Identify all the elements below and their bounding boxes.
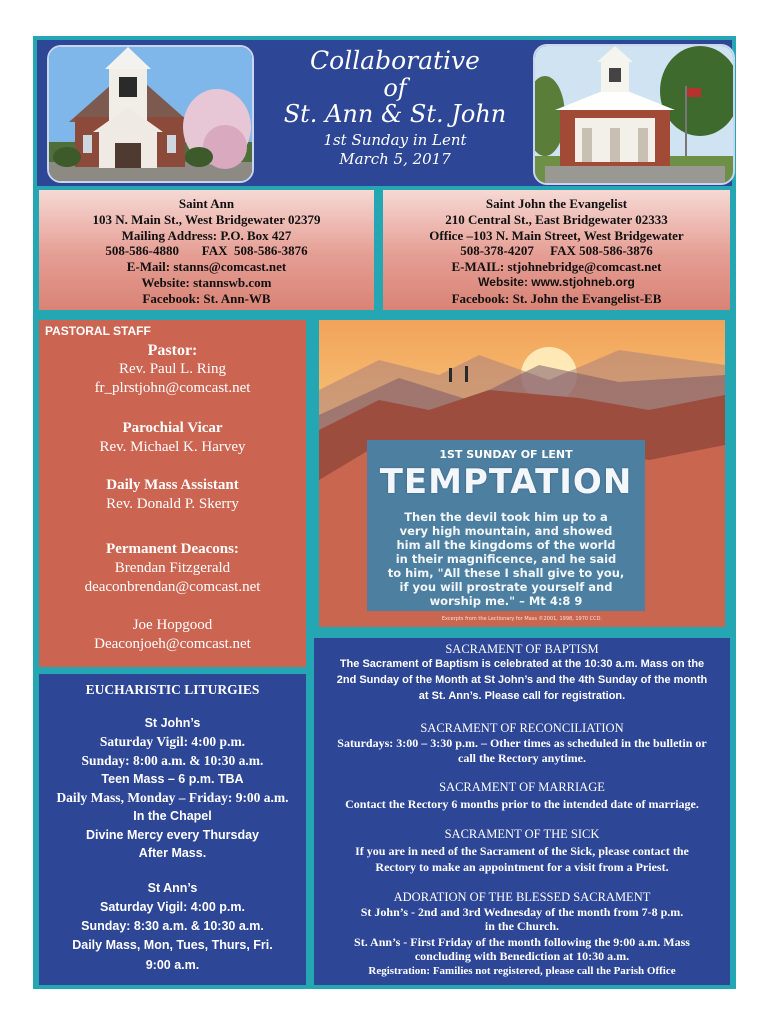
st-john-facebook: Facebook: St. John the Evangelist-EB: [451, 290, 662, 306]
marriage-title: SACRAMENT OF MARRIAGE: [439, 780, 605, 794]
st-ann-facebook: Facebook: St. Ann-WB: [142, 290, 271, 306]
stann-daily-mass: Daily Mass, Mon, Tues, Thurs, Fri.: [72, 938, 273, 952]
staff-heading: PASTORAL STAFF: [45, 324, 151, 338]
st-ann-mailing: Mailing Address: P.O. Box 427: [121, 227, 292, 243]
baptism-line: at St. Ann’s. Please call for registration.: [418, 690, 626, 702]
assistant-title: Daily Mass Assistant: [106, 477, 239, 493]
liturgies-heading: EUCHARISTIC LITURGIES: [85, 682, 260, 697]
deacon1-name: Brendan Fitzgerald: [114, 560, 231, 576]
reconciliation-title: SACRAMENT OF RECONCILIATION: [420, 721, 624, 735]
st-john-church-photo: [533, 44, 735, 185]
reconciliation-line: Saturdays: 3:00 – 3:30 p.m. – Other times as scheduled in the bulletin or: [337, 736, 707, 750]
st-ann-email: E-Mail: stanns@comcast.net: [126, 259, 287, 275]
adoration-title: ADORATION OF THE BLESSED SACRAMENT: [393, 890, 651, 904]
stann-label: St Ann’s: [147, 881, 198, 895]
adoration-line: St. Ann’s - First Friday of the month following the 9:00 a.m. Mass: [354, 935, 690, 949]
stjohn-daily-mass: Daily Mass, Monday – Friday: 9:00 a.m.: [56, 790, 289, 805]
stann-daily-time: 9:00 a.m.: [145, 958, 200, 972]
adoration-line: St John’s - 2nd and 3rd Wednesday of the month from 7-8 p.m.: [360, 905, 684, 919]
eucharistic-liturgies-panel: [37, 672, 308, 987]
st-ann-church-photo: [47, 45, 254, 183]
quote-line: to him, "All these I shall give to you,: [387, 566, 625, 580]
quote-line: in their magnificence, and he said: [395, 552, 617, 566]
st-john-email: E-MAIL: stjohnebridge@comcast.net: [451, 259, 662, 275]
adoration-line: in the Church.: [484, 919, 560, 933]
st-ann-contact-box: [37, 188, 376, 312]
poster-text-panel: [367, 440, 645, 611]
pastor-title: Pastor:: [147, 342, 198, 359]
st-john-phones: 508-378-4207 FAX 508-586-3876: [460, 243, 653, 259]
st-john-name: Saint John the Evangelist: [485, 196, 628, 211]
quote-line: very high mountain, and showed: [399, 524, 613, 538]
quote-line: worship me." – Mt 4:8 9: [429, 594, 583, 608]
pastor-name: Rev. Paul L. Ring: [119, 361, 226, 377]
sick-line: Rectory to make an appointment for a visit from a Priest.: [375, 860, 669, 874]
st-john-website: Website: www.stjohneb.org: [478, 274, 635, 289]
title-line-collaborative: Collaborative: [310, 46, 480, 75]
assistant-name: Rev. Donald P. Skerry: [106, 496, 239, 512]
stjohn-chapel: In the Chapel: [133, 809, 212, 823]
stann-sunday: Sunday: 8:30 a.m. & 10:30 a.m.: [81, 919, 264, 933]
st-ann-phones: 508-586-4880 FAX 508-586-3876: [105, 243, 308, 259]
poster-subtitle: 1ST SUNDAY OF LENT: [439, 448, 573, 461]
stjohn-sunday: Sunday: 8:00 a.m. & 10:30 a.m.: [81, 753, 264, 768]
deacon2-name: Joe Hopgood: [132, 617, 213, 633]
sick-title: SACRAMENT OF THE SICK: [444, 827, 600, 841]
st-ann-website: Website: stannswb.com: [141, 274, 272, 290]
stann-vigil: Saturday Vigil: 4:00 p.m.: [100, 900, 245, 914]
bulletin-date: March 5, 2017: [339, 150, 451, 168]
quote-line: Then the devil took him up to a: [404, 510, 608, 524]
stjohn-divine-mercy: Divine Mercy every Thursday: [86, 828, 259, 842]
adoration-line: concluding with Benediction at 10:30 a.m.: [414, 949, 630, 963]
pastor-email: fr_plrstjohn@comcast.net: [94, 380, 251, 396]
st-john-contact-box: [381, 188, 732, 312]
registration-note: Registration: Families not registered, please call the Parish Office: [368, 965, 676, 977]
stjohn-vigil: Saturday Vigil: 4:00 p.m.: [99, 734, 246, 749]
quote-line: him all the kingdoms of the world: [396, 538, 616, 552]
occasion: 1st Sunday in Lent: [323, 131, 467, 149]
vicar-title: Parochial Vicar: [122, 420, 223, 436]
sick-line: If you are in need of the Sacrament of the Sick, please contact the: [355, 844, 689, 858]
stjohn-teen-mass: Teen Mass – 6 p.m. TBA: [101, 772, 244, 786]
st-ann-name: Saint Ann: [178, 196, 235, 211]
marriage-line: Contact the Rectory 6 months prior to the intended date of marriage.: [345, 797, 699, 811]
st-ann-address: 103 N. Main St., West Bridgewater 02379: [92, 211, 321, 227]
deacons-title: Permanent Deacons:: [106, 541, 239, 557]
baptism-line: The Sacrament of Baptism is celebrated at the 10:30 a.m. Mass on the: [339, 658, 705, 670]
st-john-address: 210 Central St., East Bridgewater 02333: [445, 211, 668, 227]
poster-quote: [373, 510, 639, 608]
stjohn-label: St John’s: [144, 716, 201, 730]
title-line-parishes: St. Ann & St. John: [283, 100, 507, 128]
stjohn-after-mass: After Mass.: [138, 846, 207, 860]
lent-poster: [319, 320, 725, 627]
vicar-name: Rev. Michael K. Harvey: [99, 439, 246, 455]
quote-line: if you will prostrate yourself and: [399, 580, 613, 594]
deacon1-email: deaconbrendan@comcast.net: [84, 579, 261, 595]
reconciliation-line: call the Rectory anytime.: [458, 751, 586, 765]
baptism-title: SACRAMENT OF BAPTISM: [445, 642, 599, 656]
sacraments-panel: [312, 636, 732, 987]
st-john-office: Office –103 N. Main Street, West Bridgewater: [429, 227, 684, 243]
poster-title: TEMPTATION: [379, 462, 633, 502]
poster-footnote: Excerpts from the Lectionary for Mass ©2001, 1998, 1970 CCD.: [441, 616, 603, 622]
deacon2-email: Deaconjoeh@comcast.net: [94, 636, 251, 652]
title-line-of: of: [383, 74, 407, 102]
baptism-line: 2nd Sunday of the Month at St John’s and the 4th Sunday of the month: [336, 674, 708, 686]
pastoral-staff-panel: [37, 318, 308, 669]
